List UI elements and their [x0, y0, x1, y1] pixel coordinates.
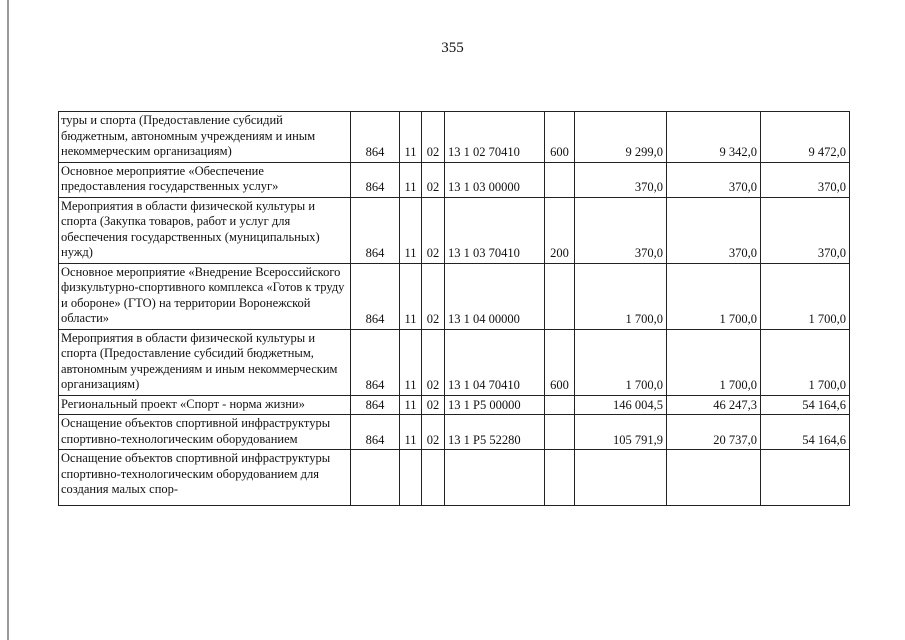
cell-ved: 864: [351, 415, 400, 450]
table-row: [59, 395, 850, 415]
cell-amount-1: 146 004,5: [575, 395, 667, 415]
cell-amount-1: 105 791,9: [575, 415, 667, 450]
cell-rz: 11: [400, 197, 422, 263]
cell-amount-2: 370,0: [667, 162, 761, 197]
cell-ved: [351, 450, 400, 506]
cell-amount-3: 54 164,6: [761, 395, 850, 415]
cell-ved: 864: [351, 197, 400, 263]
cell-name: Основное мероприятие «Внедрение Всероссийского физкультурно-спортивного комплекса «Готов к труду и обороне» (ГТО) на территории Воронежской области»: [59, 263, 351, 329]
cell-vr: [545, 450, 575, 506]
cell-name: Оснащение объектов спортивной инфраструктуры спортивно-технологическим оборудованием для создания малых спор-: [59, 450, 351, 506]
cell-csr: 13 1 04 00000: [445, 263, 545, 329]
table-row: [59, 112, 850, 163]
page-number: 355: [441, 40, 464, 56]
cell-amount-3: 9 472,0: [761, 112, 850, 163]
table-row: [59, 450, 850, 506]
cell-name: Региональный проект «Спорт - норма жизни»: [59, 395, 351, 415]
cell-name: Мероприятия в области физической культуры и спорта (Предоставление субсидий бюджетным, автономным учреждениям и иным некоммерческим организациям): [59, 329, 351, 395]
budget-table: [58, 111, 850, 506]
cell-ved: 864: [351, 162, 400, 197]
cell-pr: 02: [422, 395, 445, 415]
cell-pr: [422, 450, 445, 506]
cell-amount-2: 9 342,0: [667, 112, 761, 163]
cell-amount-3: 1 700,0: [761, 329, 850, 395]
table-row: [59, 329, 850, 395]
cell-pr: 02: [422, 162, 445, 197]
cell-amount-3: 370,0: [761, 162, 850, 197]
cell-rz: 11: [400, 329, 422, 395]
cell-csr: 13 1 02 70410: [445, 112, 545, 163]
scan-left-edge: [7, 0, 9, 640]
table-row: [59, 415, 850, 450]
cell-vr: [545, 415, 575, 450]
cell-vr: [545, 263, 575, 329]
cell-name: Мероприятия в области физической культуры и спорта (Закупка товаров, работ и услуг для обеспечения государственных (муниципальных) нужд): [59, 197, 351, 263]
cell-pr: 02: [422, 329, 445, 395]
cell-amount-2: 370,0: [667, 197, 761, 263]
cell-name: Оснащение объектов спортивной инфраструктуры спортивно-технологическим оборудованием: [59, 415, 351, 450]
cell-amount-2: 1 700,0: [667, 329, 761, 395]
cell-name: туры и спорта (Предоставление субсидий бюджетным, автономным учреждениям и иным некоммерческим организациям): [59, 112, 351, 163]
table-row: [59, 162, 850, 197]
cell-ved: 864: [351, 112, 400, 163]
table-row: [59, 263, 850, 329]
cell-vr: 600: [545, 329, 575, 395]
cell-ved: 864: [351, 329, 400, 395]
cell-pr: 02: [422, 197, 445, 263]
cell-rz: [400, 450, 422, 506]
cell-name: Основное мероприятие «Обеспечение предоставления государственных услуг»: [59, 162, 351, 197]
cell-vr: 600: [545, 112, 575, 163]
cell-amount-2: 1 700,0: [667, 263, 761, 329]
cell-amount-3: 370,0: [761, 197, 850, 263]
cell-csr: [445, 450, 545, 506]
cell-rz: 11: [400, 415, 422, 450]
cell-amount-1: 1 700,0: [575, 329, 667, 395]
cell-amount-2: 20 737,0: [667, 415, 761, 450]
cell-amount-1: [575, 450, 667, 506]
cell-amount-1: 370,0: [575, 197, 667, 263]
cell-vr: 200: [545, 197, 575, 263]
cell-amount-2: 46 247,3: [667, 395, 761, 415]
cell-pr: 02: [422, 263, 445, 329]
cell-amount-3: 54 164,6: [761, 415, 850, 450]
cell-pr: 02: [422, 112, 445, 163]
cell-vr: [545, 395, 575, 415]
cell-amount-1: 9 299,0: [575, 112, 667, 163]
cell-csr: 13 1 P5 00000: [445, 395, 545, 415]
cell-pr: 02: [422, 415, 445, 450]
cell-rz: 11: [400, 112, 422, 163]
cell-csr: 13 1 04 70410: [445, 329, 545, 395]
cell-csr: 13 1 03 70410: [445, 197, 545, 263]
cell-amount-1: 370,0: [575, 162, 667, 197]
cell-ved: 864: [351, 395, 400, 415]
cell-csr: 13 1 P5 52280: [445, 415, 545, 450]
table-row: [59, 197, 850, 263]
cell-amount-1: 1 700,0: [575, 263, 667, 329]
cell-amount-2: [667, 450, 761, 506]
cell-csr: 13 1 03 00000: [445, 162, 545, 197]
cell-ved: 864: [351, 263, 400, 329]
cell-vr: [545, 162, 575, 197]
cell-amount-3: [761, 450, 850, 506]
cell-rz: 11: [400, 263, 422, 329]
cell-rz: 11: [400, 162, 422, 197]
cell-amount-3: 1 700,0: [761, 263, 850, 329]
cell-rz: 11: [400, 395, 422, 415]
